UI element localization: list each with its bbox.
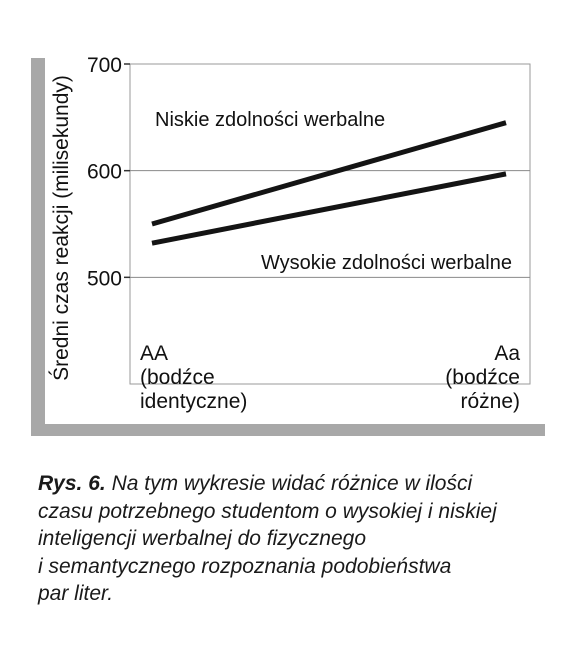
plot-area — [87, 54, 530, 413]
x-tick-label-1-line-1: AA — [140, 342, 169, 365]
x-tick-label-1-line-3: identyczne) — [140, 390, 248, 413]
frame-bottom-bar — [31, 424, 545, 436]
figure-caption — [38, 470, 558, 608]
caption-line-5: par liter. — [38, 582, 114, 605]
series-label-2: Wysokie zdolności werbalne — [260, 252, 512, 274]
x-tick-label-2-line-2: (bodźce — [445, 366, 520, 389]
caption-lead: Rys. 6. — [38, 472, 106, 495]
x-tick-label-2-line-1: Aa — [494, 342, 520, 365]
caption-line-4: i semantycznego rozpoznania podobieństwa — [38, 554, 452, 578]
caption-line-2: czasu potrzebnego studentom o wysokiej i niskiej — [38, 499, 497, 523]
caption-text-1: Na tym wykresie widać różnice w ilości — [111, 472, 473, 495]
y-tick-label-600: 600 — [86, 160, 122, 184]
caption-line-1 — [38, 470, 558, 498]
x-tick-label-2-line-3: różne) — [460, 390, 520, 413]
y-axis-label: Średni czas reakcji (milisekundy) — [50, 75, 73, 381]
x-tick-label-1-line-2: (bodźce — [140, 366, 215, 389]
series-label-1: Niskie zdolności werbalne — [155, 109, 386, 131]
y-tick-label-700: 700 — [86, 54, 122, 77]
y-tick-label-500: 500 — [86, 267, 122, 291]
frame-left-bar — [31, 58, 45, 436]
caption-line-3: inteligencji werbalnej do fizycznego — [38, 527, 367, 550]
